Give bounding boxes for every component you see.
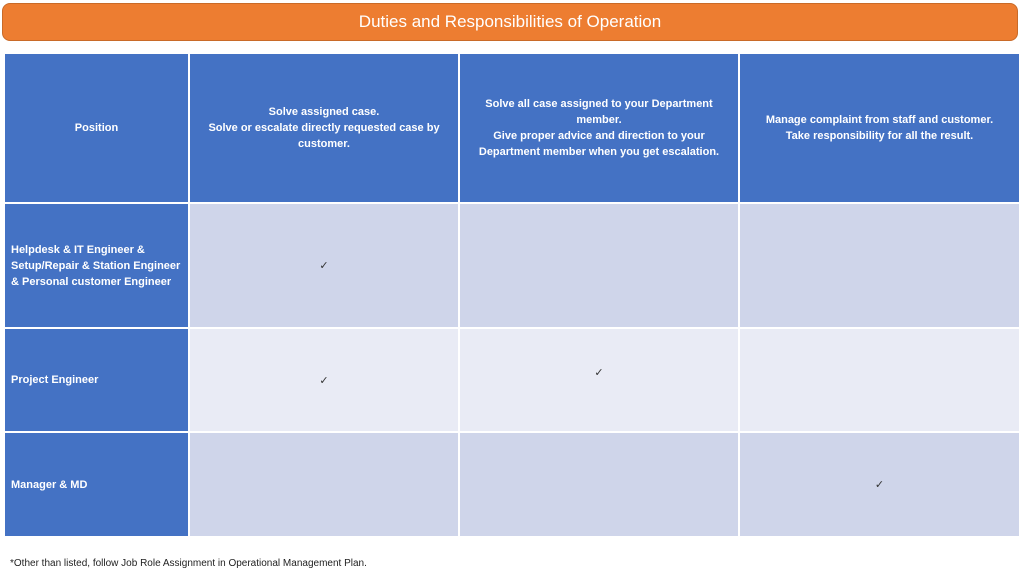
row-position: Project Engineer bbox=[4, 328, 189, 432]
duties-table bbox=[3, 52, 1021, 538]
duty-cell bbox=[459, 328, 739, 432]
checkmark-icon: ✓ bbox=[594, 366, 604, 379]
header-duty-1: Solve assigned case. Solve or escalate directly requested case by customer. bbox=[189, 53, 459, 203]
header-duty-2: Solve all case assigned to your Department member. Give proper advice and direction to your Department member when you get escalation. bbox=[459, 53, 739, 203]
duty-cell bbox=[459, 203, 739, 328]
header-duty-3: Manage complaint from staff and customer. Take responsibility for all the result. bbox=[739, 53, 1020, 203]
duty-cell bbox=[739, 432, 1020, 537]
duty-cell bbox=[189, 328, 459, 432]
duty-cell bbox=[739, 203, 1020, 328]
table-row bbox=[4, 328, 1020, 432]
footnote: *Other than listed, follow Job Role Assignment in Operational Management Plan. bbox=[10, 558, 367, 569]
duty-cell bbox=[739, 328, 1020, 432]
duty-cell bbox=[189, 203, 459, 328]
checkmark-icon: ✓ bbox=[319, 374, 329, 387]
table-row bbox=[4, 432, 1020, 537]
header-row bbox=[4, 53, 1020, 203]
slide-title-text: Duties and Responsibilities of Operation bbox=[358, 12, 662, 31]
row-position: Helpdesk & IT Engineer & Setup/Repair & Station Engineer & Personal customer Engineer bbox=[4, 203, 189, 328]
row-position: Manager & MD bbox=[4, 432, 189, 537]
slide-title bbox=[2, 3, 1018, 41]
duty-cell bbox=[189, 432, 459, 537]
table-row bbox=[4, 203, 1020, 328]
duty-cell bbox=[459, 432, 739, 537]
checkmark-icon: ✓ bbox=[874, 479, 885, 491]
header-position: Position bbox=[4, 53, 189, 203]
checkmark-icon: ✓ bbox=[319, 260, 329, 272]
